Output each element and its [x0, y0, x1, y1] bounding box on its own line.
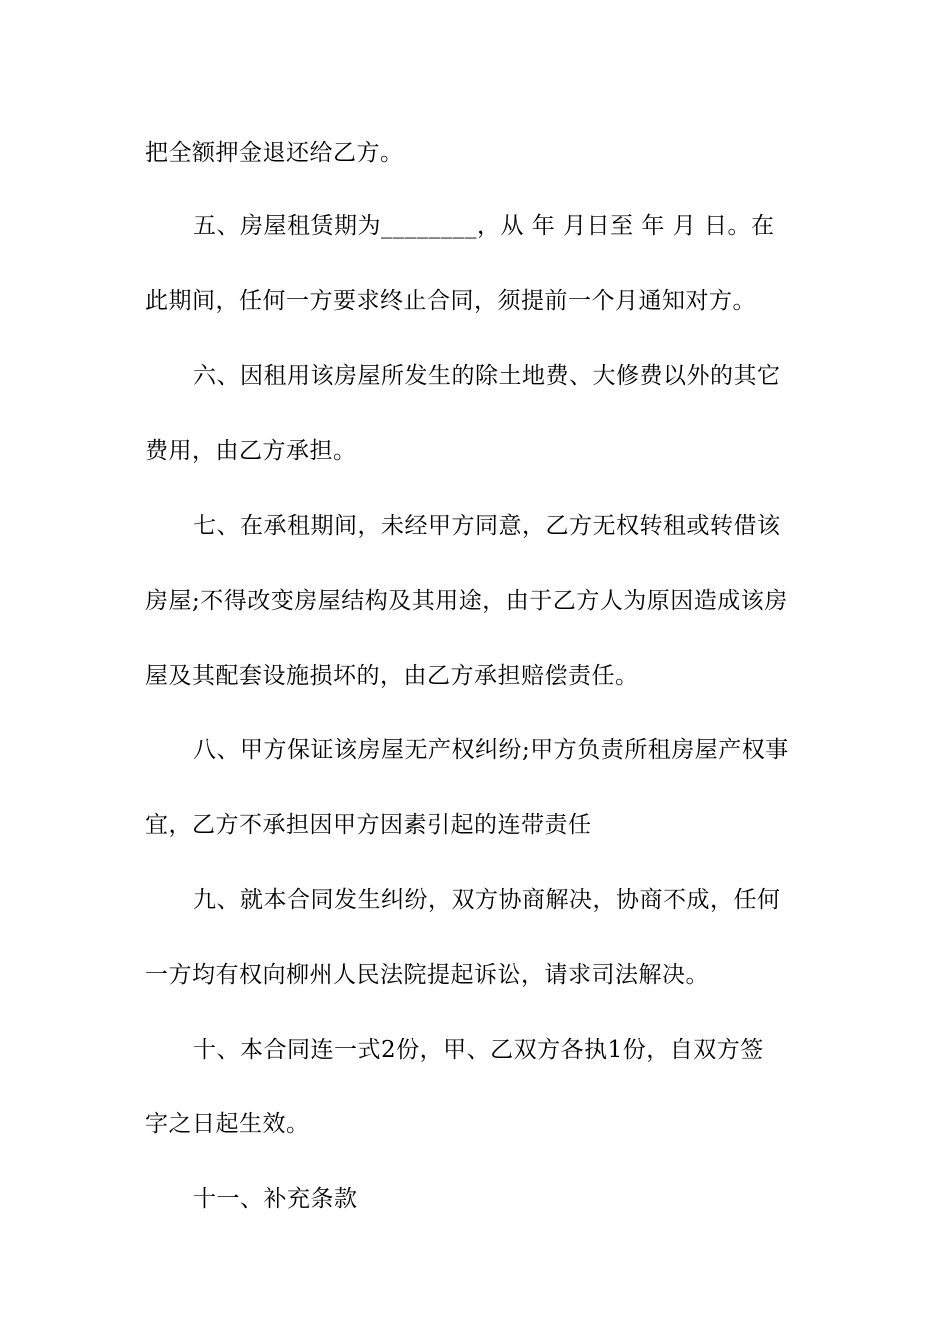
- clause-10-line-2: 字之日起生效。: [145, 1111, 310, 1137]
- clause-6-line-2: 费用，由乙方承担。: [145, 438, 357, 464]
- clause-5-line-1: 五、房屋租赁期为________，从 年 月日至 年 月 日。在: [193, 213, 775, 239]
- clause-5-line-2: 此期间，任何一方要求终止合同，须提前一个月通知对方。: [145, 288, 756, 314]
- clause-8-line-1: 八、甲方保证该房屋无产权纠纷;甲方负责所租房屋产权事: [193, 737, 789, 763]
- text-line: 把全额押金退还给乙方。: [145, 140, 404, 166]
- clause-11-heading: 十一、补充条款: [193, 1186, 358, 1212]
- clause-8-line-2: 宜，乙方不承担因甲方因素引起的连带责任: [145, 812, 592, 838]
- clause-6-line-1: 六、因租用该房屋所发生的除土地费、大修费以外的其它: [193, 363, 781, 389]
- clause-7-line-1: 七、在承租期间，未经甲方同意，乙方无权转租或转借该: [193, 513, 781, 539]
- clause-7-line-3: 屋及其配套设施损坏的，由乙方承担赔偿责任。: [145, 663, 639, 689]
- clause-9-line-2: 一方均有权向柳州人民法院提起诉讼，请求司法解决。: [145, 962, 709, 988]
- clause-10-line-1: 十、本合同连一式2份，甲、乙双方各执1份，自双方签: [193, 1037, 764, 1063]
- clause-9-line-1: 九、就本合同发生纠纷，双方协商解决，协商不成，任何: [193, 887, 781, 913]
- clause-7-line-2: 房屋;不得改变房屋结构及其用途，由于乙方人为原因造成该房: [145, 588, 788, 614]
